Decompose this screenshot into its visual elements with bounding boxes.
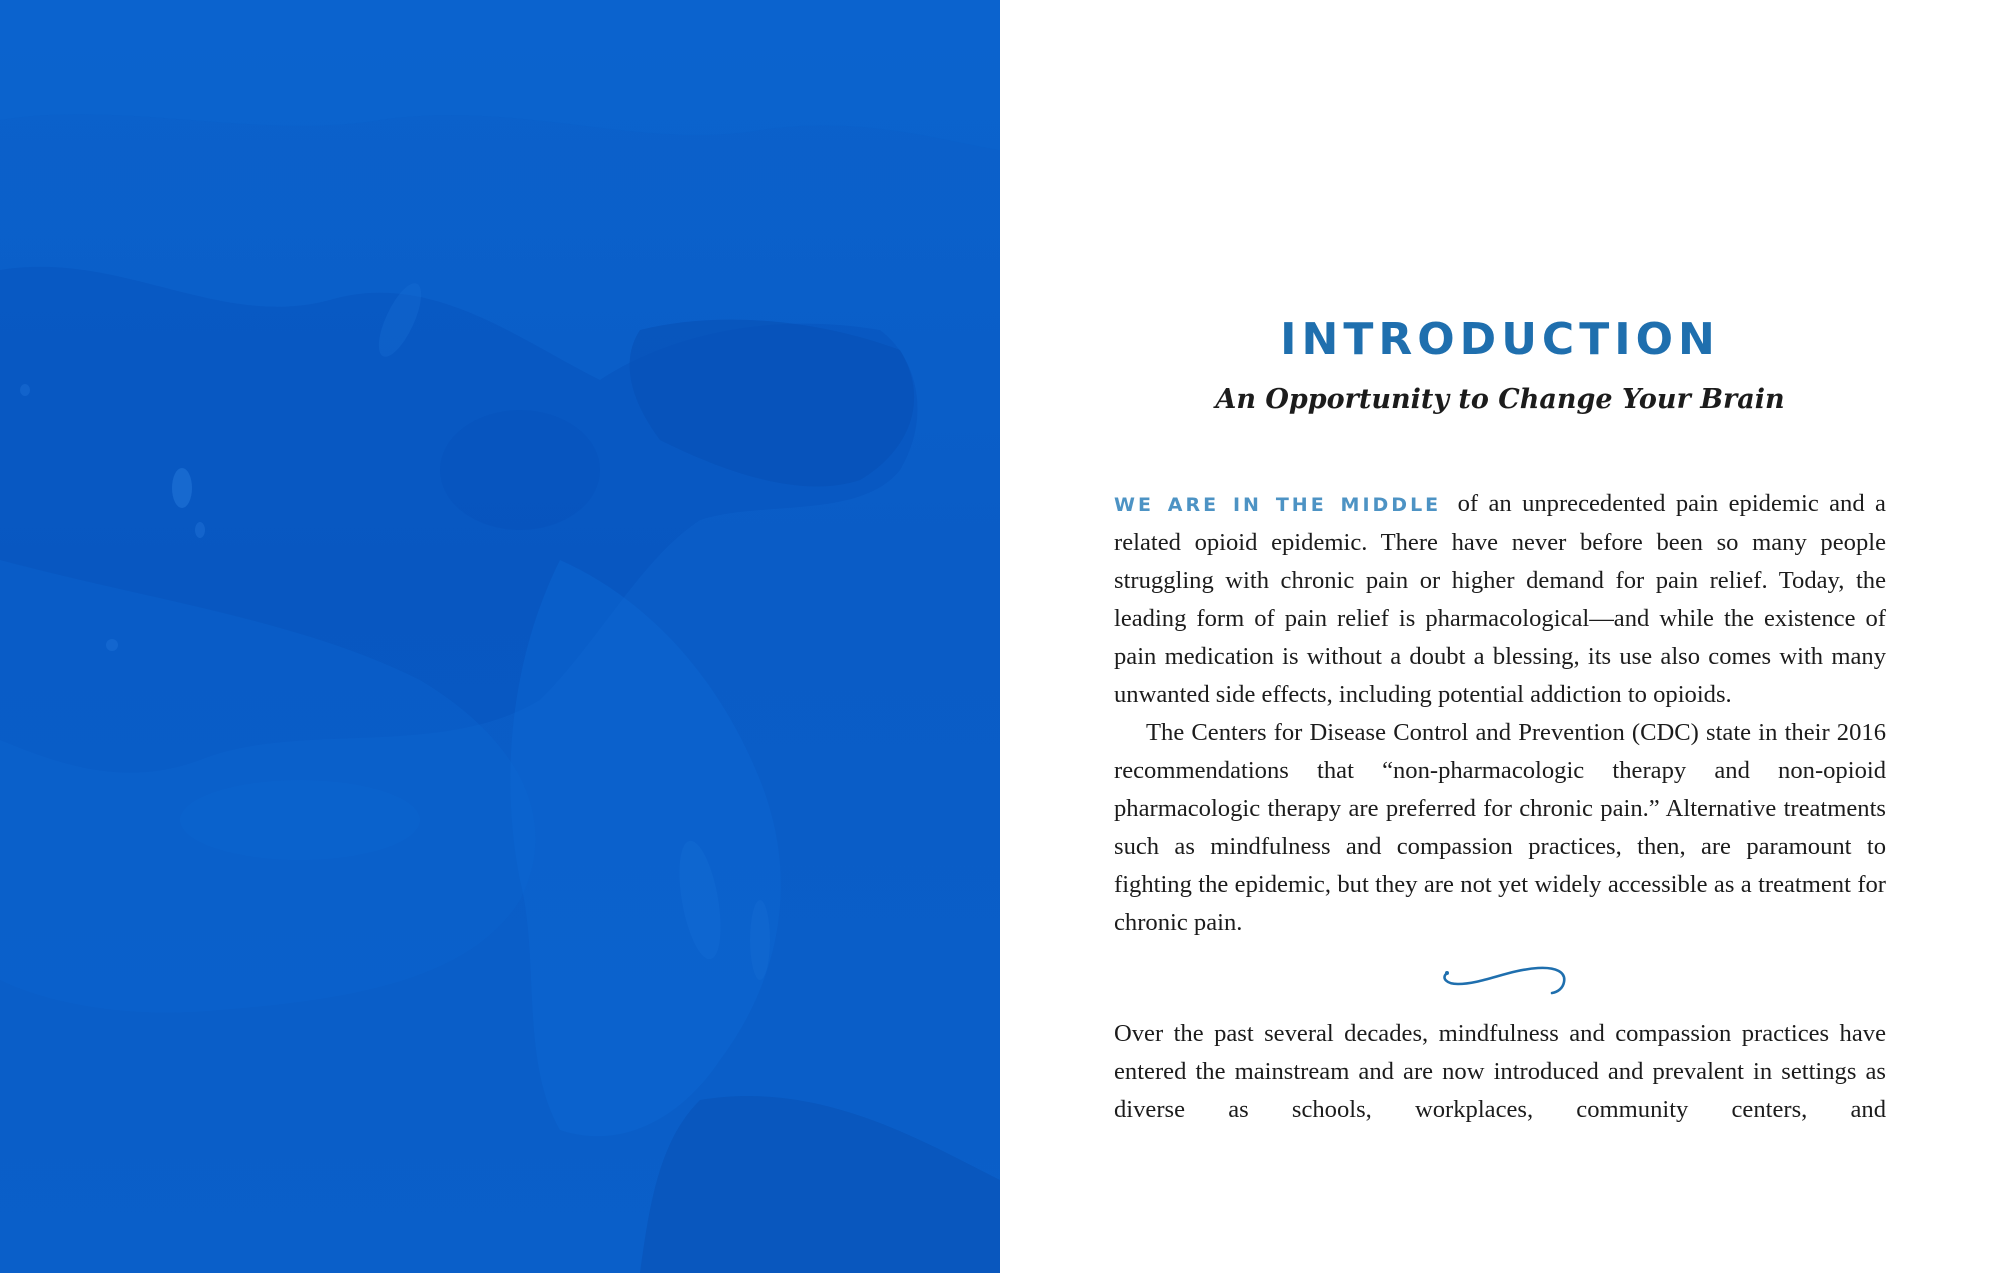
paragraph-mindfulness: Over the past several decades, mindfulness and compassion practices have entered the mainstream and are now introduced and prevalent in settings as diverse as schools, workplaces, community centers, and xyxy=(1114,1020,1886,1123)
paragraph-opening-text: of an unprecedented pain epidemic and a related opioid epidemic. There have never before been so many people struggling with chronic pain or higher demand for pain relief. Today, the leading form of pain relief is pharmacological—and while the existence of pain medication is without a doubt a blessing, its use also comes with many unwanted side effects, including potential addiction to opioids. xyxy=(1114,490,1886,708)
right-page xyxy=(1000,0,2000,1273)
paragraph-opening xyxy=(1114,485,1886,714)
paragraph-cdc: The Centers for Disease Control and Prevention (CDC) state in their 2016 recommendations that “non-pharmacologic therapy and non-opioid pharmacologic therapy are preferred for chronic pain.” Alternative treatments such as mindfulness and compassion practices, then, are paramount to fighting the epidemic, but they are not yet widely accessible as a treatment for chronic pain. xyxy=(1114,719,1886,936)
swash-ornament-icon xyxy=(1438,960,1572,1000)
section-one xyxy=(1114,485,1886,942)
lead-in-caps: WE ARE IN THE MIDDLE xyxy=(1114,494,1442,516)
chapter-subtitle: An Opportunity to Change Your Brain xyxy=(1215,384,1785,415)
chapter-title: INTRODUCTION xyxy=(1280,314,1720,365)
section-two xyxy=(1114,1015,1886,1129)
